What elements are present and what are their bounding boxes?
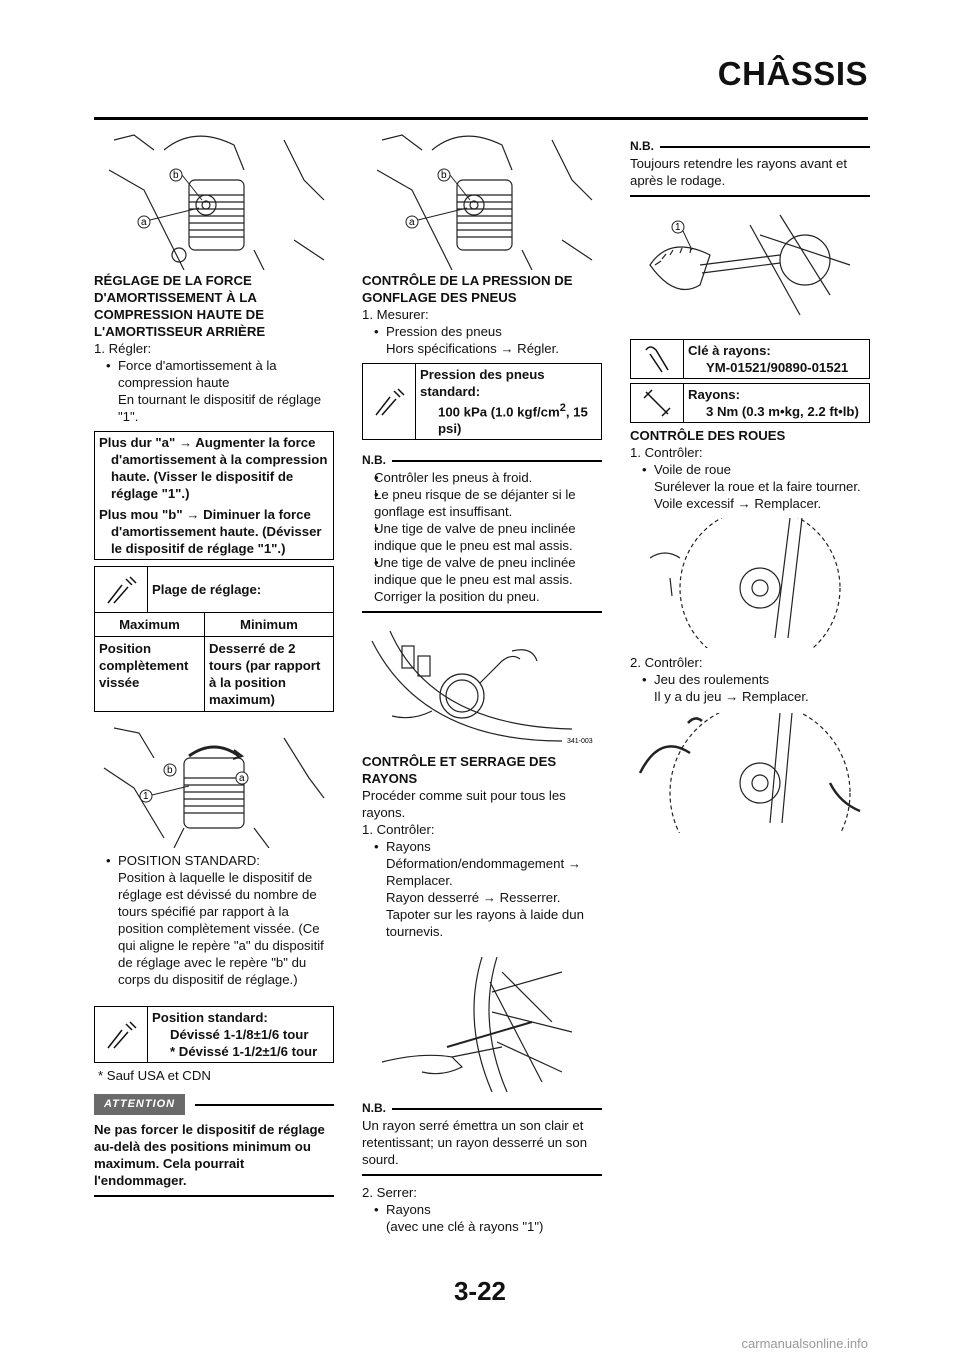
tool-value: YM-01521/90890-01521 bbox=[706, 360, 849, 375]
tire-pressure-superscript: 2 bbox=[559, 402, 566, 414]
shock-absorber-figure-1 bbox=[94, 130, 328, 270]
bullet-standard-position: • POSITION STANDARD: bbox=[94, 852, 334, 869]
section-heading-tire-pressure: CONTRÔLE DE LA PRESSION DE GONFLAGE DES PNEUS bbox=[362, 273, 573, 305]
step-1: 1. Régler: bbox=[94, 341, 152, 356]
nb-item-4: • Une tige de valve de pneu inclinée indique que le pneu est mal assis. Corriger la position du pneu. bbox=[362, 554, 602, 605]
bullet-spokes: • Rayons bbox=[362, 838, 602, 855]
nb-label: N.B. bbox=[362, 452, 602, 469]
fig2-label-1: 1 bbox=[143, 791, 149, 802]
spokes-detail-3: Rayon desserré → Resserrer. bbox=[386, 890, 561, 906]
step-1: 1. Mesurer: bbox=[362, 307, 429, 322]
spec-wrench-icon bbox=[363, 364, 416, 439]
fig3-label-a: a bbox=[409, 217, 415, 228]
tire-pressure-spec-box bbox=[362, 363, 602, 440]
fig3-label-b: b bbox=[441, 170, 447, 181]
spokes-detail-2: Remplacer. bbox=[386, 873, 453, 889]
nb-tire-block bbox=[362, 452, 602, 613]
adjust-range-box bbox=[94, 566, 334, 712]
tool-title: Clé à rayons: bbox=[688, 343, 771, 358]
tool-box bbox=[630, 339, 870, 379]
bullet-damping-force: • Force d'amortissement à la compression haute bbox=[94, 357, 334, 391]
nb-spokes-text: Un rayon serré émettra un son clair et retentissant; un rayon desserré un son sourd. bbox=[362, 1118, 588, 1168]
torque-icon bbox=[631, 384, 684, 422]
torque-value: 3 Nm (0.3 m•kg, 2.2 ft•lb) bbox=[706, 404, 859, 419]
spoke-wrench-label: 1 bbox=[675, 222, 681, 233]
attention-block bbox=[94, 1094, 334, 1197]
section-heading-spokes: CONTRÔLE ET SERRAGE DES RAYONS bbox=[362, 754, 557, 787]
bullet-detail: Hors spécifications → Régler. bbox=[386, 341, 559, 356]
standard-position-value-2: * Dévissé 1-1/2±1/6 tour bbox=[170, 1044, 318, 1059]
range-title: Plage de réglage: bbox=[152, 582, 262, 597]
footnote: * Sauf USA et CDN bbox=[98, 1068, 211, 1083]
spokes-detail-1: Déformation/endommagement → bbox=[386, 856, 581, 872]
tire-pressure-value: 100 kPa (1.0 kgf/cm bbox=[438, 404, 560, 420]
tire-pressure-spec-title: Pression des pneus standard: bbox=[420, 367, 545, 399]
nb-retension-block bbox=[630, 138, 870, 197]
shock-absorber-figure-2 bbox=[94, 718, 328, 848]
column-1 bbox=[94, 130, 334, 1197]
wheel-runout-figure bbox=[630, 518, 864, 648]
nb-label: N.B. bbox=[630, 138, 870, 155]
runout-detail-1: Surélever la roue et la faire tourner. bbox=[654, 479, 861, 494]
nb-item-3: • Une tige de valve de pneu inclinée indique que le pneu est mal assis. bbox=[362, 520, 602, 554]
standard-position-text: Position à laquelle le dispositif de réglage est dévissé du nombre de tours spécifié par rapport à la position complètement vissée. (Ce qui aligne le repère "a" du dispositif de réglage avec le repère "b" du corps du dispositif de réglage.) bbox=[118, 870, 324, 987]
runout-detail-2: Voile excessif → Remplacer. bbox=[654, 496, 822, 511]
range-min-value: Desserré de 2 tours (par rapport à la position maximum) bbox=[204, 637, 333, 712]
header-rule bbox=[94, 117, 868, 120]
fig2-label-b: b bbox=[167, 765, 173, 776]
nb-item-2: • Le pneu risque de se déjanter si le gonflage est insuffisant. bbox=[362, 486, 602, 520]
fig2-label-a: a bbox=[239, 773, 245, 784]
section-heading-compression: RÉGLAGE DE LA FORCE D'AMORTISSEMENT À LA COMPRESSION HAUTE DE L'AMORTISSEUR ARRIÈRE bbox=[94, 273, 266, 339]
attention-text: Ne pas forcer le dispositif de réglage au-delà des positions minimum ou maximum. Cela pourrait l'endommager. bbox=[94, 1122, 325, 1188]
torque-title: Rayons: bbox=[688, 387, 741, 402]
bullet-runout: • Voile de roue bbox=[630, 461, 870, 478]
step-2-bearings: 2. Contrôler: bbox=[630, 655, 703, 670]
spoke-tapping-figure bbox=[362, 952, 596, 1092]
bullet-spokes-tighten: • Rayons bbox=[362, 1201, 602, 1218]
fig1-label-a: a bbox=[141, 217, 147, 228]
nb-item-1: • Contrôler les pneus à froid. bbox=[362, 469, 602, 486]
note-softer: Plus mou "b" → Diminuer la force d'amortissement haute. (Dévisser le dispositif de réglage "1".) bbox=[99, 507, 322, 556]
figure-code: 341-003 bbox=[567, 738, 593, 746]
spokes-intro: Procéder comme suit pour tous les rayons. bbox=[362, 788, 566, 821]
tighten-detail: (avec une clé à rayons "1") bbox=[386, 1219, 544, 1235]
attention-badge: ATTENTION bbox=[94, 1094, 185, 1115]
standard-position-title: Position standard: bbox=[152, 1010, 268, 1025]
range-col-max: Maximum bbox=[95, 613, 204, 637]
range-col-min: Minimum bbox=[204, 613, 333, 637]
bearings-detail: Il y a du jeu → Remplacer. bbox=[654, 689, 809, 704]
nb-spokes-block bbox=[362, 1100, 602, 1176]
spec-wrench-icon bbox=[95, 567, 148, 612]
column-2 bbox=[362, 130, 602, 1235]
page-number: 3-22 bbox=[453, 1276, 507, 1306]
tire-pressure-value-psi: , 15 psi) bbox=[438, 404, 588, 437]
range-max-value: Position complètement vissée bbox=[95, 637, 204, 712]
shock-absorber-figure-3 bbox=[362, 130, 596, 270]
step-2-tighten: 2. Serrer: bbox=[362, 1185, 417, 1201]
standard-position-value-1: Dévissé 1-1/8±1/6 tour bbox=[170, 1027, 309, 1042]
standard-position-box bbox=[94, 1006, 334, 1063]
step-1-wheels: 1. Contrôler: bbox=[630, 445, 703, 460]
spec-wrench-icon bbox=[95, 1007, 148, 1062]
torque-box bbox=[630, 383, 870, 423]
note-box-harder-softer bbox=[94, 431, 334, 560]
bullet-tire-pressure: • Pression des pneus bbox=[362, 323, 602, 340]
bullet-detail: En tournant le dispositif de réglage "1". bbox=[118, 392, 322, 424]
section-heading-wheels: CONTRÔLE DES ROUES bbox=[630, 428, 786, 443]
nb-label: N.B. bbox=[362, 1100, 602, 1117]
spoke-wrench-figure bbox=[630, 205, 864, 335]
spokes-detail-4: Tapoter sur les rayons à laide dun tournevis. bbox=[386, 907, 584, 940]
step-1-spokes: 1. Contrôler: bbox=[362, 822, 435, 838]
page-title: CHÂSSIS bbox=[717, 55, 868, 92]
fig1-label-b: b bbox=[173, 170, 179, 181]
wheel-bearing-figure bbox=[630, 713, 864, 833]
nb-retension-text: Toujours retendre les rayons avant et après le rodage. bbox=[630, 156, 847, 188]
note-harder: Plus dur "a" → Augmenter la force d'amortissement à la compression haute. (Visser le dispositif de réglage "1".) bbox=[99, 435, 328, 501]
tire-gauge-figure bbox=[362, 621, 596, 751]
watermark: carmanualsonline.info bbox=[741, 1336, 868, 1351]
bullet-bearings: • Jeu des roulements bbox=[630, 671, 870, 688]
tool-icon bbox=[631, 340, 684, 378]
column-3 bbox=[630, 130, 870, 833]
